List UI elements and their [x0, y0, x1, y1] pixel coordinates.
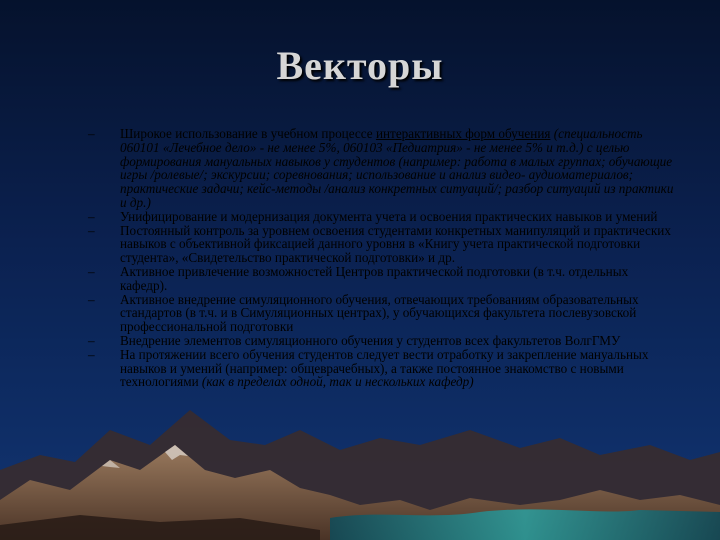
bullet-marker: – [88, 346, 95, 362]
bullet-item-7 [88, 348, 678, 389]
bullet-marker: – [88, 263, 95, 279]
bullet-5-text: Активное внедрение симуляционного обучения, отвечающих требованиям образовательных стандартов (в т.ч. и в Симуляционных центрах), у обучающихся факультета послевузовской профессиональной подготовки [120, 291, 639, 335]
bullet-6-text: Внедрение элементов симуляционного обучения у студентов всех факультетов ВолгГМУ [120, 332, 621, 348]
bullet-7-italic: (как в пределах одной, так и нескольких кафедр) [201, 374, 474, 390]
bullet-item-6 [88, 334, 678, 348]
bullet-item-5 [88, 293, 678, 334]
bullet-item-3 [88, 224, 678, 265]
bullet-3-text: Постоянный контроль за уровнем освоения студентами конкретных манипуляций и практических навыков с объективной фиксацией данного уровня в «Книгу учета практической подготовки студента», «Свидетельство практической подготовки» и др. [120, 222, 671, 266]
bullet-1-underlined: интерактивных форм обучения [375, 126, 551, 141]
bullet-marker: – [88, 222, 95, 238]
bullet-1-lead: Широкое использование в учебном процессе [120, 126, 376, 141]
bullet-item-4 [88, 265, 678, 293]
bullet-item-2 [88, 210, 678, 224]
bullet-marker: – [88, 332, 95, 348]
bullet-marker: – [88, 291, 95, 307]
bullet-marker: – [88, 208, 95, 224]
bullet-4-text: Активное привлечение возможностей Центров практической подготовки (в т.ч. отдельных кафедр). [120, 263, 629, 293]
bullet-2-text: Унифицирование и модернизация документа учета и освоения практических навыков и умений [120, 208, 658, 224]
slide-title: Векторы [276, 43, 444, 88]
bullet-list [88, 127, 678, 389]
bullet-item-1 [88, 127, 678, 210]
bullet-7-lead: На протяжении всего обучения студентов следует вести отработку и закрепление мануальных навыков и умений (например: общеврачебных), а также постоянное знакомство с новыми технологиями [120, 346, 649, 390]
bullet-1-italic: (специальность 060101 «Лечебное дело» - не менее 5%, 060103 «Педиатрия» - не менее 5% и т.д.) с целью формирования мануальных навыков у студентов (например: работа в малых группах; обучающие игры /ролевые/; экскурсии; соревнования; использование и анализ видео- аудиоматериалов; практические задачи; кейс-методы /анализ конкретных ситуаций/; разбор ситуаций из практики и др.) [120, 126, 674, 210]
bullet-marker: – [88, 126, 95, 141]
